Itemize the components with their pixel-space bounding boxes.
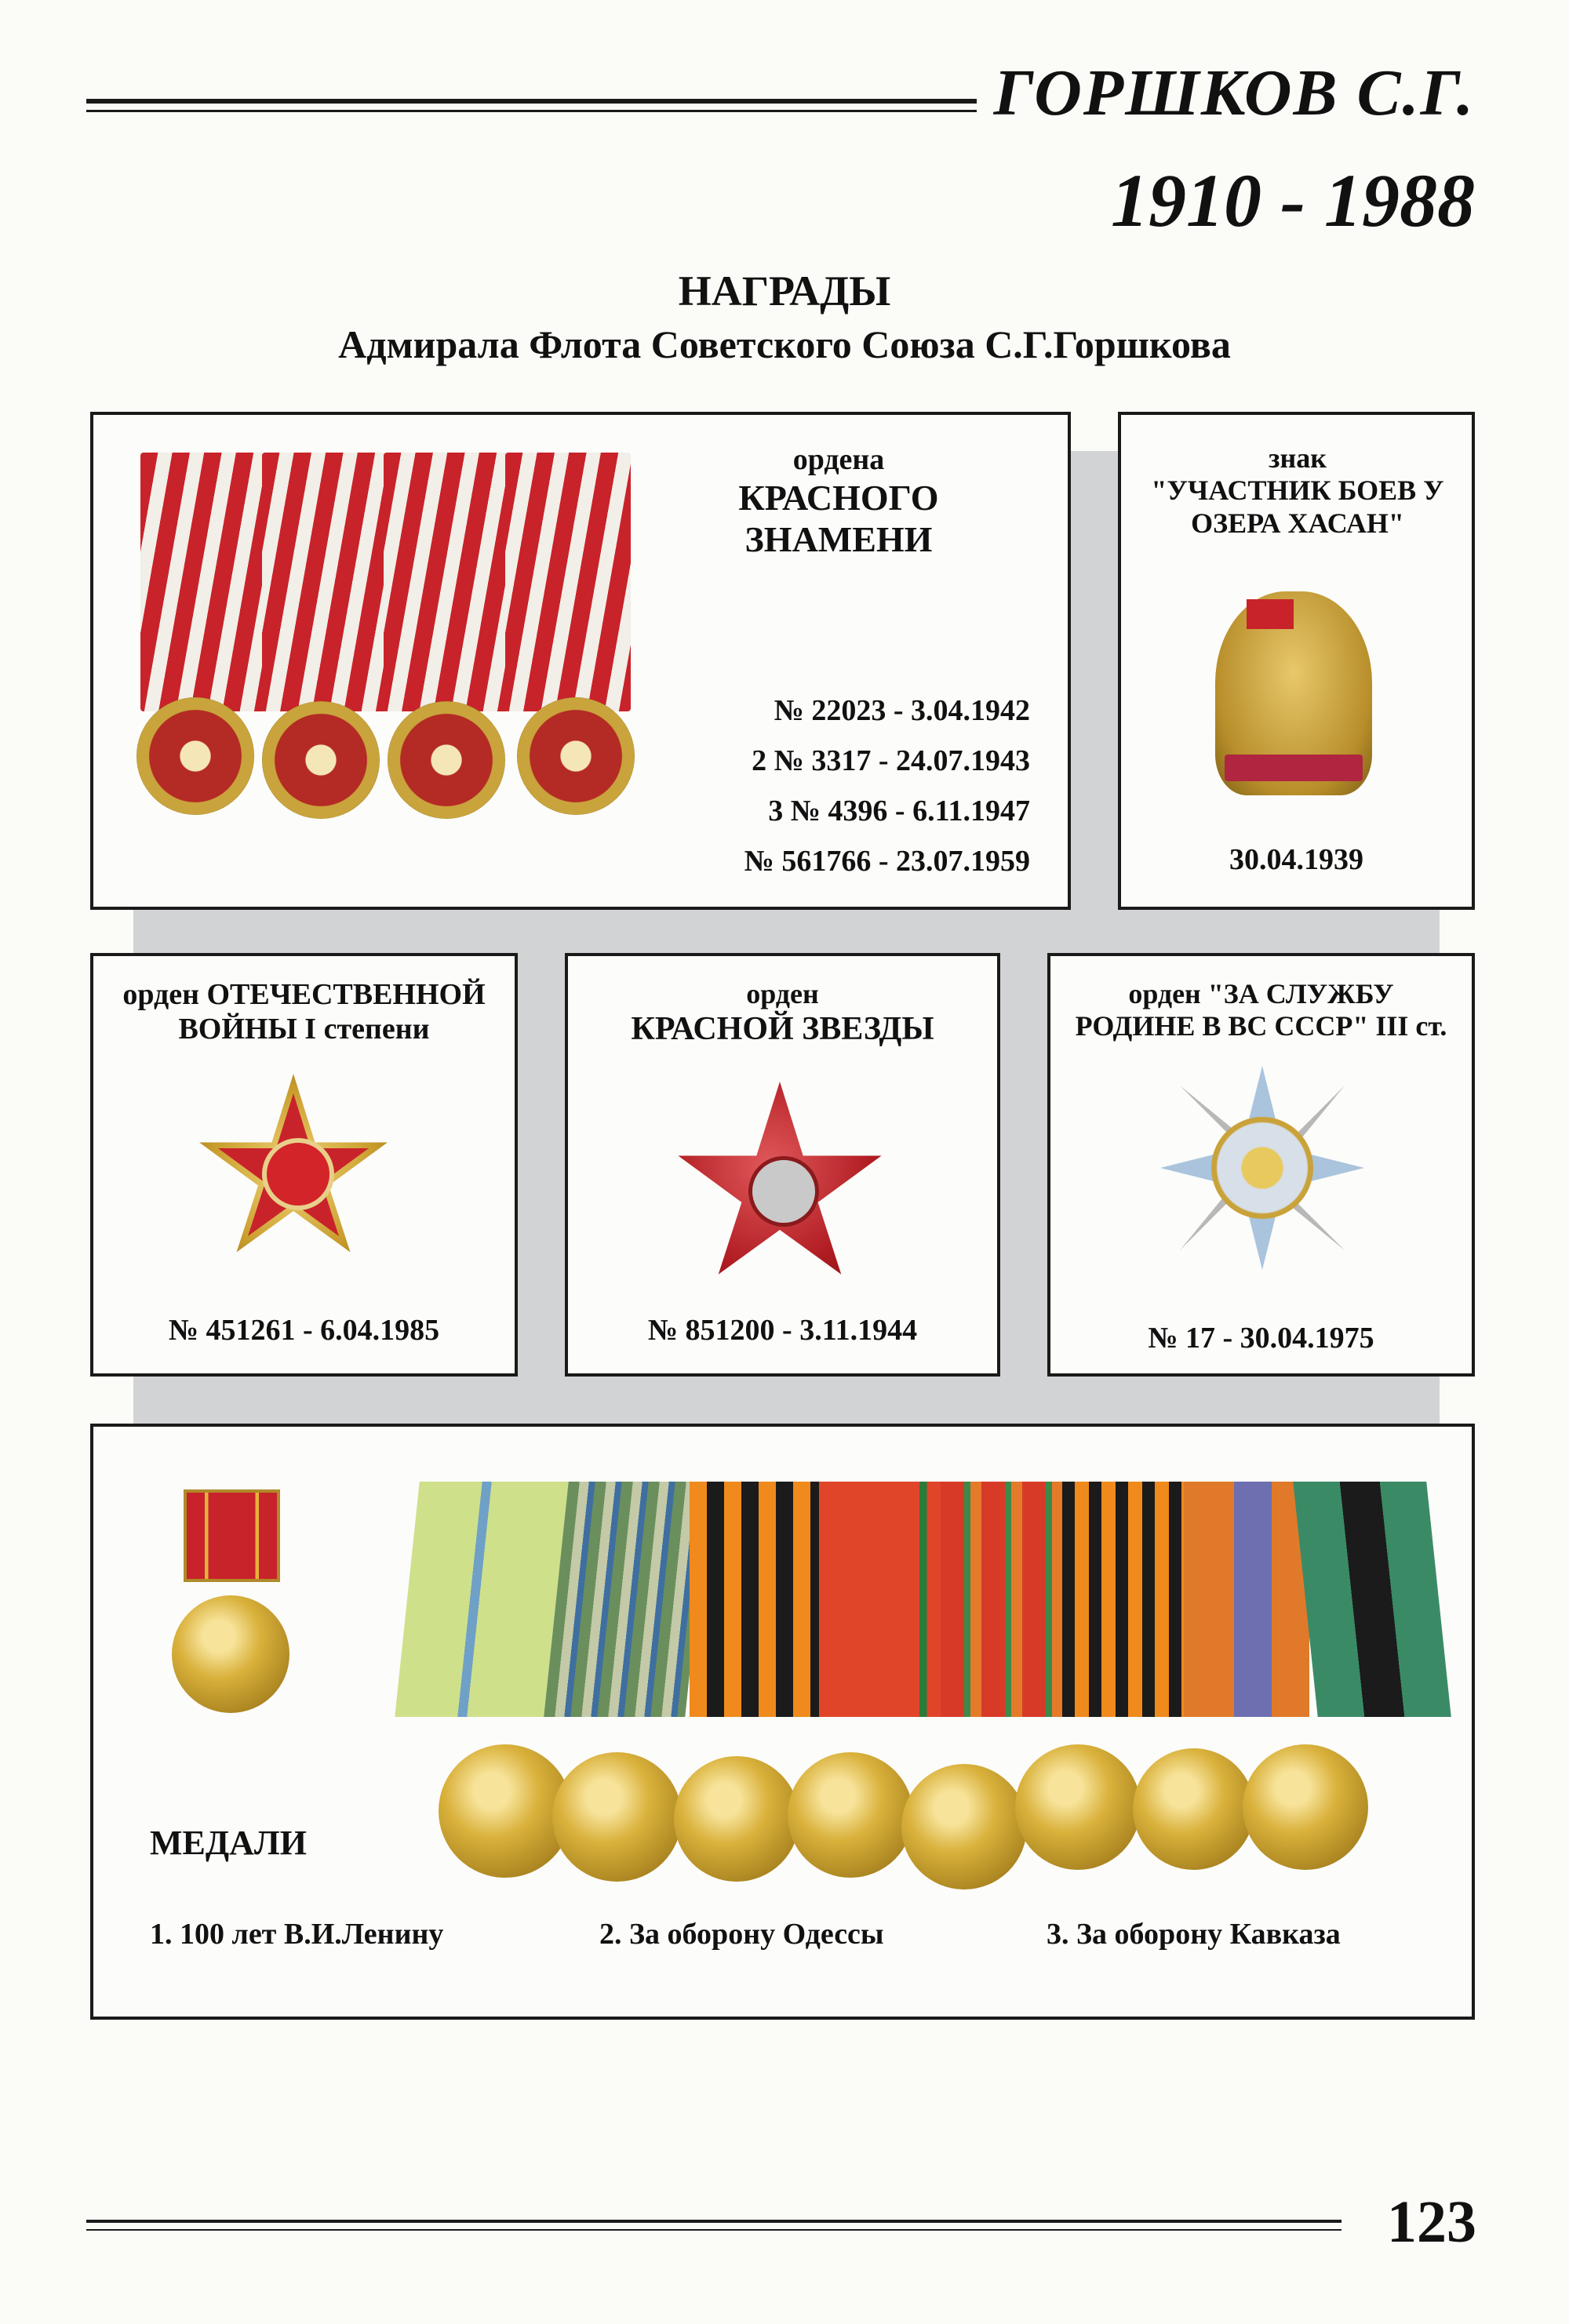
red-banner-caption [690,443,988,560]
patriotic-war-caption [93,978,515,1046]
khasan-caption-small: знак [1269,442,1327,474]
medals-box [90,1424,1475,2020]
khasan-caption [1129,442,1466,540]
red-banner-badge-2 [262,701,380,819]
page-number: 123 [1387,2189,1476,2255]
red-banner-records [744,686,1030,886]
patriotic-war-caption-line1: орден ОТЕЧЕСТВЕННОЙ [122,978,486,1011]
patriotic-war-box [90,953,518,1377]
red-banner-caption-line2: ЗНАМЕНИ [744,518,933,559]
ribbon-red-banner-1 [140,453,266,711]
patriotic-war-record: № 451261 - 6.04.1985 [168,1314,440,1347]
medal-label-3: 3. За оборону Кавказа [1047,1918,1341,1951]
service-caption [1050,978,1472,1043]
patriotic-war-caption-line2: ВОЙНЫ I степени [178,1012,430,1046]
red-banner-badge-3 [388,701,505,819]
lenin-medal-ribbon [184,1489,280,1582]
medal-jubilee-2 [901,1764,1027,1889]
medals-heading: МЕДАЛИ [150,1824,307,1862]
ribbon-budapest [1184,1482,1309,1717]
ribbon-red-banner-3 [384,453,509,711]
ribbon-belgrade [1293,1482,1451,1717]
service-caption-line2: РОДИНЕ В ВС СССР" III ст. [1075,1010,1447,1042]
khasan-flag [1247,599,1294,629]
khasan-box [1118,412,1475,910]
ribbon-jubilee-2 [941,1482,1066,1717]
khasan-ribbon [1225,755,1363,781]
service-center [1211,1117,1313,1219]
red-star-caption [568,978,997,1049]
header-name: ГОРШКОВ С.Г. [993,56,1475,129]
footer-rule [86,2220,1341,2223]
lenin-medal [172,1595,289,1713]
service-caption-line1: орден "ЗА СЛУЖБУ [1128,978,1394,1009]
medal-jubilee-1 [788,1752,913,1878]
record-line: 3 № 4396 - 6.11.1947 [768,795,1030,827]
red-banner-badge-1 [137,697,254,815]
medal-label-2: 2. За оборону Одессы [599,1918,884,1951]
ribbon-red-banner-4 [505,453,631,711]
ribbon-victory-1 [690,1482,823,1717]
khasan-caption-line2: ОЗЕРА ХАСАН" [1191,507,1404,539]
service-box [1047,953,1475,1377]
red-star-record: № 851200 - 3.11.1944 [647,1314,918,1347]
ribbon-red-banner-2 [262,453,388,711]
footer-rule-thin [86,2229,1341,2231]
medal-victory [674,1756,799,1882]
ribbon-jubilee-1 [819,1482,945,1717]
khasan-caption-line1: "УЧАСТНИК БОЕВ У [1151,475,1444,507]
red-star-caption-line1: КРАСНОЙ ЗВЕЗДЫ [631,1011,934,1048]
red-star-caption-small: орден [746,978,819,1009]
patriotic-war-center [262,1138,334,1210]
khasan-date: 30.04.1939 [1229,843,1363,876]
service-record: № 17 - 30.04.1975 [1148,1322,1374,1355]
red-star-box [565,953,1000,1377]
ribbon-caucasus [544,1482,710,1717]
red-star-center [748,1156,819,1227]
header-rule-thin [86,110,977,112]
header-rule [86,99,977,104]
header-years: 1910 - 1988 [1111,158,1475,242]
record-line: № 561766 - 23.07.1959 [744,845,1030,878]
medal-jubilee-3 [1015,1744,1141,1870]
page-subtitle: Адмирала Флота Советского Союза С.Г.Горшкова [338,322,1231,366]
ribbon-victory-2 [1062,1482,1188,1717]
medal-belgrade [1243,1744,1368,1870]
red-banner-badge-4 [517,697,635,815]
medal-label-1: 1. 100 лет В.И.Ленину [150,1918,444,1951]
medal-budapest [1133,1748,1254,1870]
page-title: НАГРАДЫ [678,267,891,315]
red-banner-box [90,412,1071,910]
record-line: 2 № 3317 - 24.07.1943 [752,744,1030,777]
medal-caucasus [552,1752,682,1882]
khasan-badge [1215,591,1372,795]
record-line: № 22023 - 3.04.1942 [774,694,1030,727]
red-banner-caption-line1: КРАСНОГО [738,477,939,518]
red-banner-caption-small: ордена [792,443,885,476]
